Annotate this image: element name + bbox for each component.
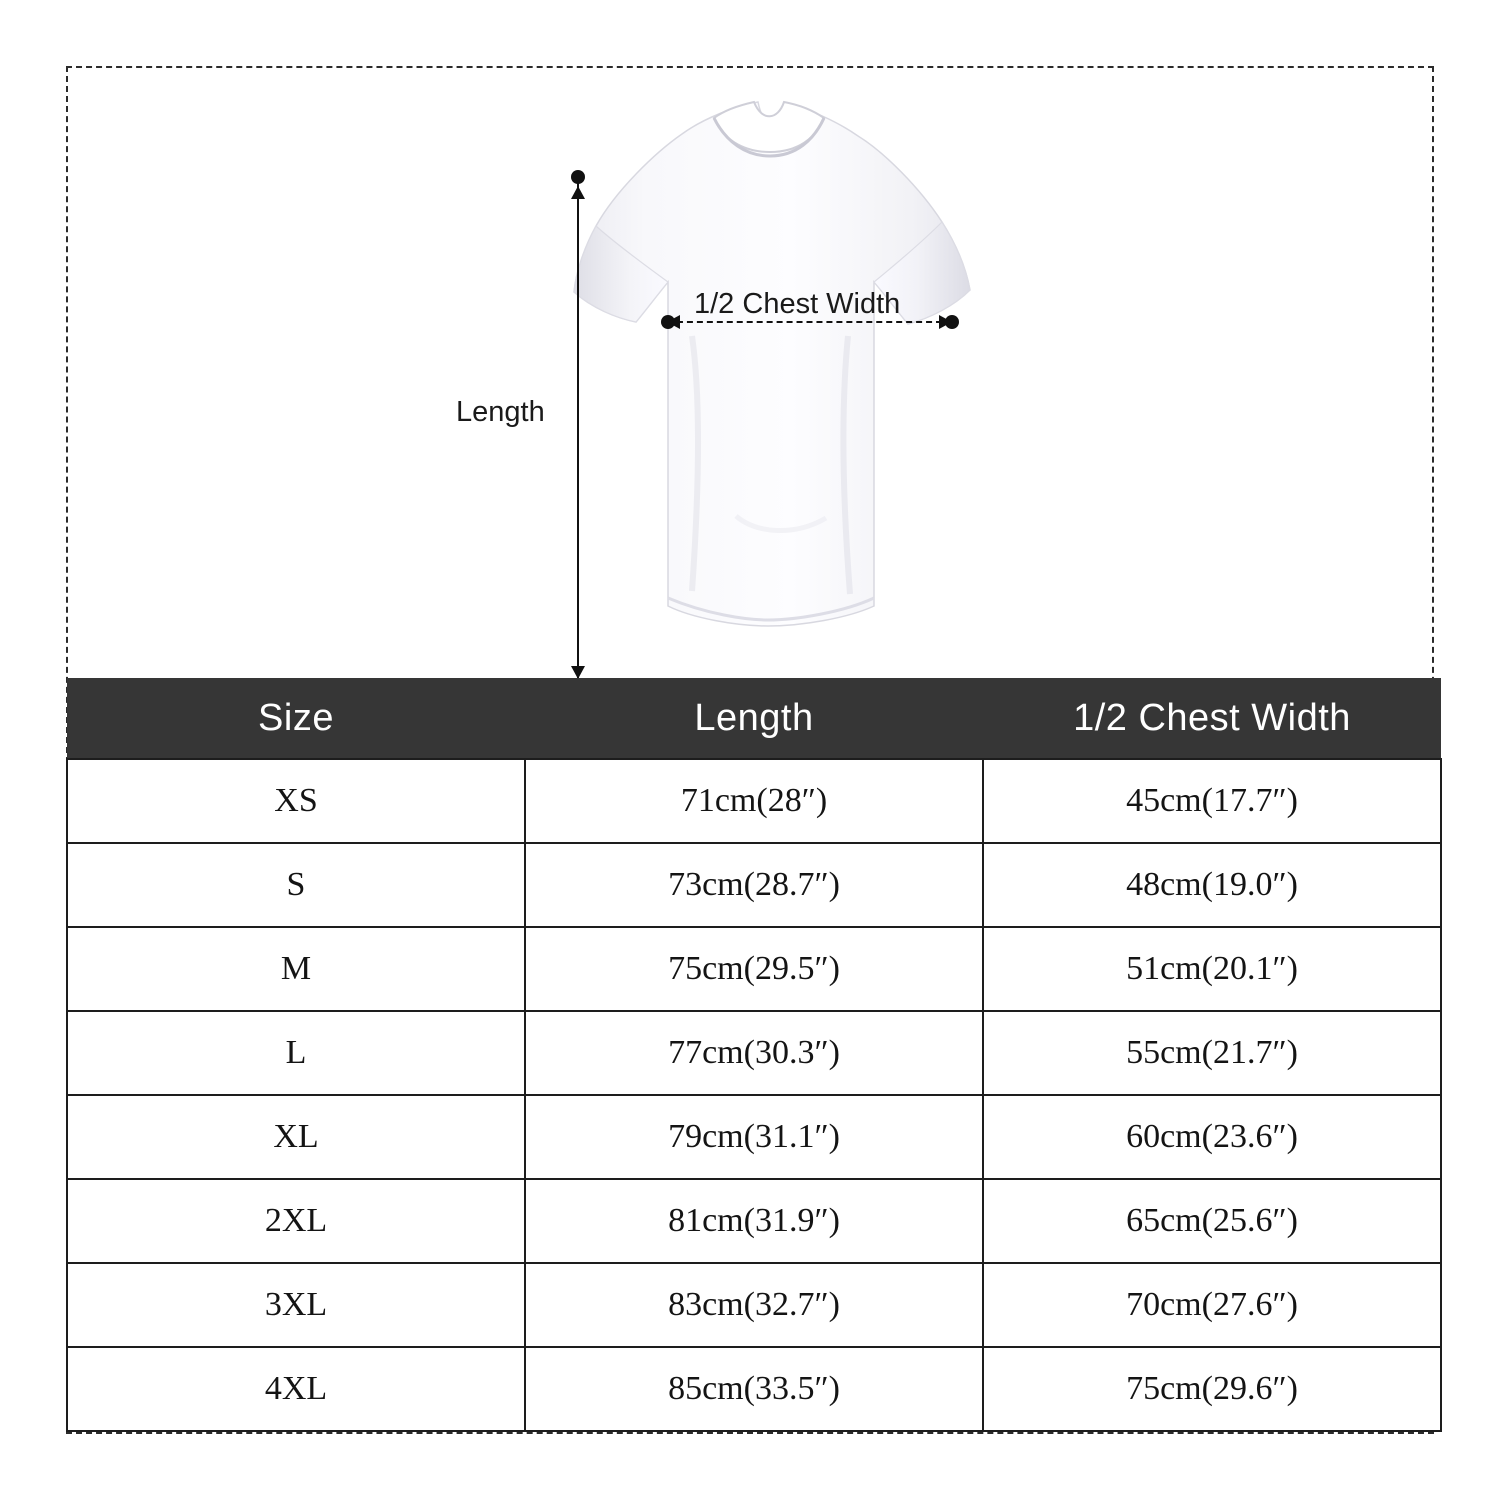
garment-illustration: [66, 66, 1434, 678]
header-size: Size: [67, 678, 525, 759]
cell-chest: 70cm(27.6″): [983, 1263, 1441, 1347]
cell-chest: 60cm(23.6″): [983, 1095, 1441, 1179]
table-row: [67, 1179, 1441, 1263]
table-row: [67, 1347, 1441, 1431]
length-measure-line: [577, 176, 579, 696]
cell-length: 85cm(33.5″): [525, 1347, 983, 1431]
cell-size: 2XL: [67, 1179, 525, 1263]
cell-length: 79cm(31.1″): [525, 1095, 983, 1179]
header-length: Length: [525, 678, 983, 759]
cell-length: 71cm(28″): [525, 759, 983, 843]
table-row: [67, 1263, 1441, 1347]
table-header-row: [67, 678, 1441, 759]
cell-size: S: [67, 843, 525, 927]
size-chart-table: [66, 678, 1442, 1432]
cell-size: XL: [67, 1095, 525, 1179]
chest-width-label: 1/2 Chest Width: [694, 288, 901, 320]
chest-arrow-left-icon: [667, 315, 680, 329]
length-label: Length: [456, 396, 545, 428]
table-row: [67, 759, 1441, 843]
length-endpoint-top: [571, 170, 585, 184]
cell-chest: 65cm(25.6″): [983, 1179, 1441, 1263]
cell-chest: 55cm(21.7″): [983, 1011, 1441, 1095]
cell-size: 3XL: [67, 1263, 525, 1347]
cell-length: 83cm(32.7″): [525, 1263, 983, 1347]
table-row: [67, 843, 1441, 927]
chest-arrow-right-icon: [939, 315, 952, 329]
cell-chest: 51cm(20.1″): [983, 927, 1441, 1011]
cell-length: 81cm(31.9″): [525, 1179, 983, 1263]
cell-size: L: [67, 1011, 525, 1095]
cell-size: 4XL: [67, 1347, 525, 1431]
cell-chest: 45cm(17.7″): [983, 759, 1441, 843]
header-chest-width: 1/2 Chest Width: [983, 678, 1441, 759]
chest-measure-line: [667, 321, 952, 323]
cell-size: XS: [67, 759, 525, 843]
cell-size: M: [67, 927, 525, 1011]
cell-length: 77cm(30.3″): [525, 1011, 983, 1095]
cell-length: 75cm(29.5″): [525, 927, 983, 1011]
table-row: [67, 1095, 1441, 1179]
table-row: [67, 1011, 1441, 1095]
cell-chest: 48cm(19.0″): [983, 843, 1441, 927]
cell-length: 73cm(28.7″): [525, 843, 983, 927]
table-row: [67, 927, 1441, 1011]
length-arrow-up-icon: [571, 186, 585, 199]
cell-chest: 75cm(29.6″): [983, 1347, 1441, 1431]
